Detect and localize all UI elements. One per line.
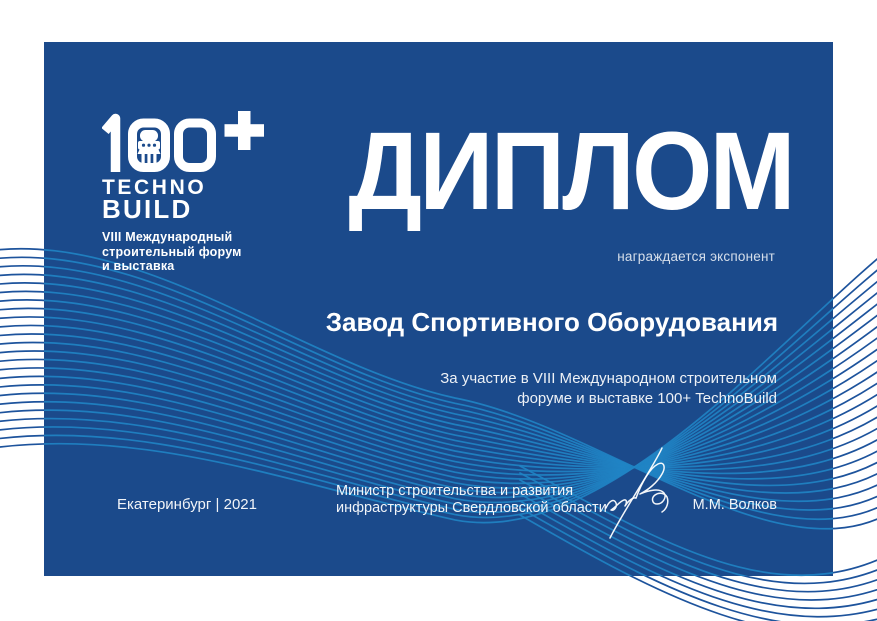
forum-subtitle-line1: VIII Международный — [102, 230, 233, 244]
logo-100plus-icon — [102, 110, 274, 176]
signatory-name: М.М. Волков — [692, 497, 777, 513]
award-reason-line2: форуме и выставке 100+ TechnoBuild — [517, 390, 777, 407]
award-reason-line1: За участие в VIII Международном строительном — [440, 370, 777, 387]
forum-subtitle-line2: строительный форум — [102, 244, 242, 259]
recipient-name: Завод Спортивного Оборудования — [325, 307, 778, 337]
logo-digit-zero — [179, 123, 212, 168]
logo-build-text: BUILD — [102, 194, 193, 224]
signatory-title — [336, 483, 607, 516]
forum-subtitle — [102, 230, 302, 274]
logo-techno-text: TECHNO — [102, 176, 207, 199]
forum-subtitle-line3: и выставка — [102, 259, 175, 273]
signatory-title-line2: инфраструктуры Свердловской области — [336, 499, 607, 516]
city-year: Екатеринбург | 2021 — [117, 496, 257, 513]
award-reason — [440, 369, 777, 409]
technobuild-logo — [102, 110, 302, 274]
awarded-label: награждается экспонент — [617, 249, 775, 264]
signature — [596, 444, 688, 542]
logo-digit-one — [105, 119, 116, 173]
diploma-title: ДИПЛОМ — [348, 110, 793, 233]
signatory-title-line1: Министр строительства и развития — [336, 483, 574, 499]
logo-plus-icon — [225, 111, 265, 150]
